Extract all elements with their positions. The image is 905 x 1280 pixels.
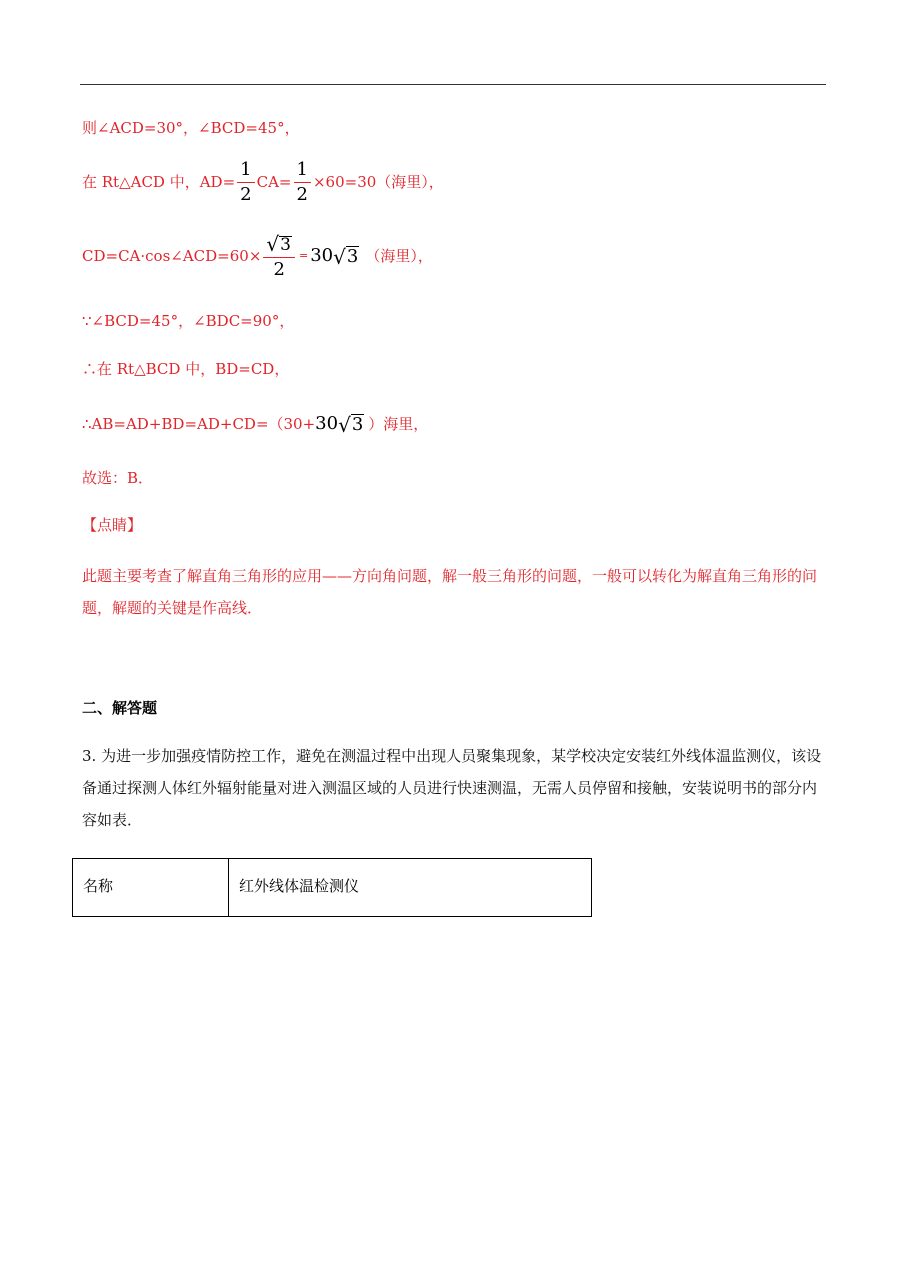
fraction-one-half bbox=[237, 158, 254, 205]
line6-suffix: ）海里， bbox=[368, 415, 429, 433]
fraction-sqrt3-over-2 bbox=[263, 231, 295, 280]
fraction-one-half bbox=[294, 158, 311, 205]
sqrt-expression bbox=[333, 246, 359, 267]
fraction-numerator bbox=[263, 231, 295, 257]
solution-line-1: 则∠ACD=30°，∠BCD=45°， bbox=[82, 119, 300, 137]
solution-line-4: ∵∠BCD=45°，∠BDC=90°， bbox=[82, 312, 295, 330]
radicand: 3 bbox=[346, 245, 359, 267]
question-text: 3. 为进一步加强疫情防控工作，避免在测温过程中出现人员聚集现象，某学校决定安装红外线体温监测仪，该设备通过探测人体红外辐射能量对进入测温区域的人员进行快速测温，无需人员停留和接触，安装说明书的部分内容如表． bbox=[82, 747, 822, 829]
radicand: 3 bbox=[351, 413, 364, 435]
solution-line-3 bbox=[82, 228, 433, 284]
fraction-denominator: 2 bbox=[273, 258, 285, 280]
line3-prefix: CD=CA·cos∠ACD=60× bbox=[82, 247, 262, 265]
comment-title: 【点睛】 bbox=[82, 516, 143, 534]
table-row bbox=[73, 859, 592, 917]
radical-sign: √ bbox=[266, 231, 280, 256]
solution-line-5: ∴在 Rt△BCD 中，BD=CD， bbox=[82, 360, 290, 378]
sqrt-expression bbox=[338, 414, 364, 435]
line2-mid: CA= bbox=[256, 173, 292, 191]
coefficient: 30 bbox=[310, 245, 334, 266]
coefficient: 30 bbox=[315, 413, 339, 434]
solution-line-6 bbox=[82, 409, 428, 439]
fraction-denominator: 2 bbox=[240, 183, 252, 205]
section-heading: 二、解答题 bbox=[82, 699, 158, 717]
line6-prefix: ∴AB=AD+BD=AD+CD=（30+ bbox=[82, 415, 316, 433]
line3-suffix: （海里）， bbox=[365, 247, 433, 265]
fraction-numerator: 1 bbox=[296, 158, 308, 180]
line2-prefix: 在 Rt△ACD 中，AD= bbox=[82, 173, 236, 191]
solution-line-2 bbox=[82, 158, 444, 206]
solution-line-7: 故选：B． bbox=[82, 469, 154, 487]
radical-sign: √ bbox=[333, 244, 346, 269]
fraction-denominator: 2 bbox=[296, 183, 308, 205]
comment-text: 此题主要考查了解直角三角形的应用——方向角问题，解一般三角形的问题，一般可以转化为解直角三角形的问题，解题的关键是作高线． bbox=[82, 567, 818, 617]
header-rule bbox=[80, 84, 826, 85]
equals-sign: = bbox=[299, 249, 309, 262]
radical-sign: √ bbox=[338, 412, 351, 437]
fraction-numerator: 1 bbox=[240, 158, 252, 180]
sqrt-expression bbox=[266, 231, 292, 256]
spec-table bbox=[72, 858, 592, 917]
radicand: 3 bbox=[280, 234, 291, 255]
line2-suffix: ×60=30（海里）， bbox=[312, 173, 444, 191]
table-cell-value: 红外线体温检测仪 bbox=[229, 859, 592, 917]
table-cell-label: 名称 bbox=[73, 859, 229, 917]
